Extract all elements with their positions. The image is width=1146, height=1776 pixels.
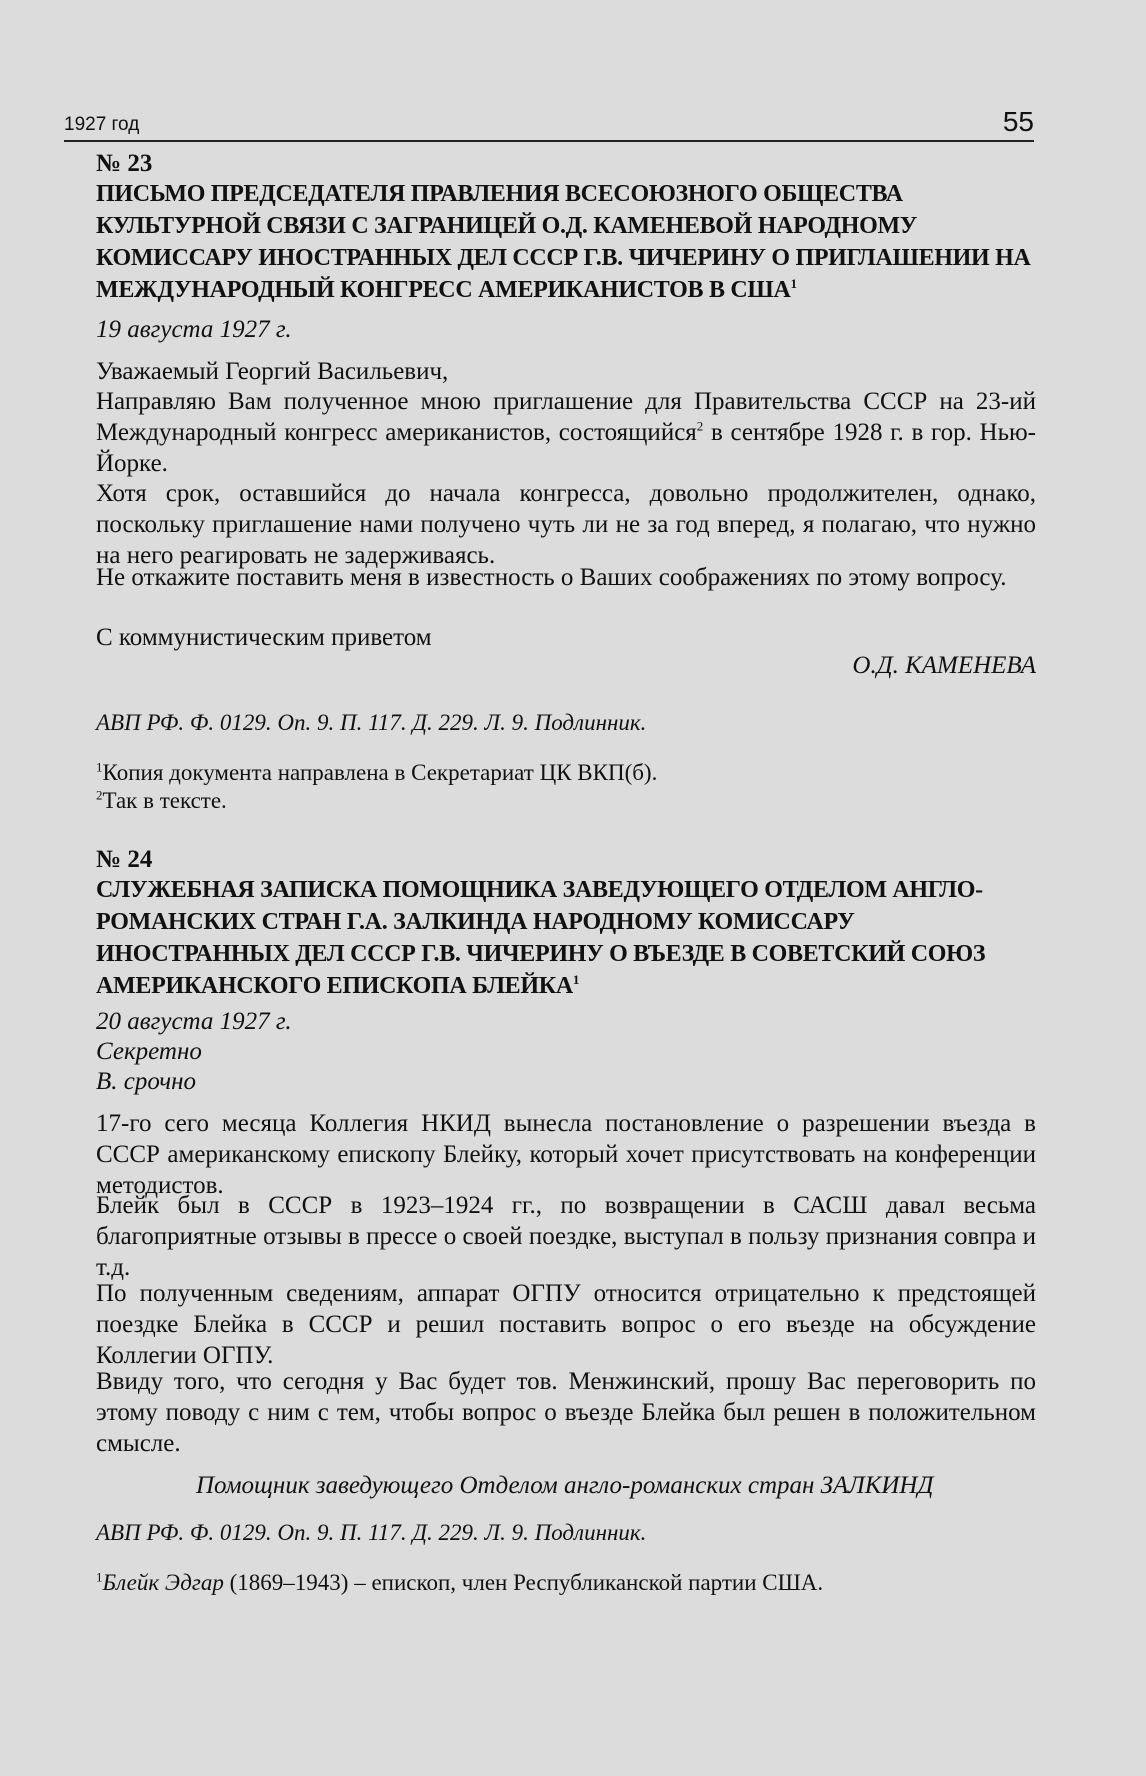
doc23-salutation: Уважаемый Георгий Васильевич, [96, 358, 449, 385]
doc23-number: № 23 [96, 150, 153, 177]
doc23-fn2-number: 2 [96, 787, 103, 803]
doc23-paragraph-1 [96, 386, 1036, 479]
doc24-secret-mark: Секретно [96, 1038, 202, 1065]
doc24-title-footnote-ref: 1 [572, 972, 580, 987]
doc23-paragraph-2: Хотя срок, оставшийся до начала конгресса, довольно продолжителен, однако, поскольку приглашение нами получено чуть ли не за год вперед, я полагаю, что нужно на него реагировать не задерживаясь. [96, 480, 1036, 569]
doc24-paragraph-2: Блейк был в СССР в 1923–1924 гг., по возвращении в САСШ давал весьма благоприятные отзывы в прессе о своей поездке, выступал в пользу признания совпра и т.д. [96, 1192, 1036, 1281]
doc24-archive-reference: АВП РФ. Ф. 0129. Оп. 9. П. 117. Д. 229. Л. 9. Подлинник. [96, 1520, 647, 1545]
doc24-paragraph-1: 17-го сего месяца Коллегия НКИД вынесла постановление о разрешении въезда в СССР американскому епископу Блейку, который хочет присутствовать на конференции методистов. [96, 1110, 1036, 1199]
doc23-archive-reference: АВП РФ. Ф. 0129. Оп. 9. П. 117. Д. 229. Л. 9. Подлинник. [96, 710, 647, 735]
doc23-p1-footnote-ref: 2 [696, 418, 704, 434]
doc24-fn1-name: Блейк Эдгар [102, 1570, 224, 1595]
doc24-title-text: СЛУЖЕБНАЯ ЗАПИСКА ПОМОЩНИКА ЗАВЕДУЮЩЕГО ОТДЕЛОМ АНГЛО-РОМАНСКИХ СТРАН Г.А. ЗАЛКИНДА НАРОДНОМУ КОМИССАРУ ИНОСТРАННЫХ ДЕЛ СССР Г.В. ЧИЧЕРИНУ О ВЪЕЗДЕ В СОВЕТСКИЙ СОЮЗ АМЕРИКАНСКОГО ЕПИСКОПА БЛЕЙКА [96, 877, 986, 999]
doc24-date: 20 августа 1927 г. [96, 1008, 292, 1035]
doc23-title-text: ПИСЬМО ПРЕДСЕДАТЕЛЯ ПРАВЛЕНИЯ ВСЕСОЮЗНОГО ОБЩЕСТВА КУЛЬТУРНОЙ СВЯЗИ С ЗАГРАНИЦЕЙ О.Д. КАМЕНЕВОЙ НАРОДНОМУ КОМИССАРУ ИНОСТРАННЫХ ДЕЛ СССР Г.В. ЧИЧЕРИНУ О ПРИГЛАШЕНИИ НА МЕЖДУНАРОДНЫЙ КОНГРЕСС АМЕРИКАНИСТОВ В США [96, 181, 1031, 303]
doc23-footnote-2 [96, 788, 227, 814]
doc23-footnote-1 [96, 760, 657, 786]
doc23-fn1-text: Копия документа направлена в Секретариат ЦК ВКП(б). [102, 760, 658, 785]
doc23-paragraph-3: Не откажите поставить меня в известность о Ваших соображениях по этому вопросу. [96, 564, 1007, 591]
page-number: 55 [1002, 106, 1034, 137]
doc24-title [96, 874, 1036, 1002]
doc24-paragraph-3: По полученным сведениям, аппарат ОГПУ относится отрицательно к предстоящей поездке Блейка в СССР и решил поставить вопрос о его въезде на обсуждение Коллегии ОГПУ. [96, 1280, 1036, 1369]
doc23-title-footnote-ref: 1 [790, 276, 797, 291]
doc23-p1-a: Направляю Вам полученное мною приглашение для Правительства СССР на 23-ий Международный конгресс американистов, состоящийся [96, 388, 1036, 446]
doc23-fn1-number: 1 [96, 759, 103, 775]
doc24-paragraph-4: Ввиду того, что сегодня у Вас будет тов. Менжинский, прошу Вас переговорить по этому поводу с ним с тем, чтобы вопрос о въезде Блейка был решен в положительном смысле. [96, 1368, 1036, 1457]
doc23-fn2-text: Так в тексте. [102, 788, 227, 813]
header-year: 1927 год [64, 114, 140, 135]
doc24-signature: Помощник заведующего Отделом англо-романских стран ЗАЛКИНД [196, 1472, 934, 1499]
doc24-footnote-1 [96, 1570, 823, 1596]
doc24-fn1-number: 1 [96, 1569, 103, 1585]
doc24-fn1-text: (1869–1943) – епископ, член Республиканской партии США. [223, 1570, 824, 1595]
doc24-number: № 24 [96, 846, 153, 873]
doc23-date: 19 августа 1927 г. [96, 316, 292, 343]
doc23-title [96, 178, 1036, 306]
doc23-closing: С коммунистическим приветом [96, 624, 432, 651]
running-header [64, 104, 1034, 142]
doc24-urgent-mark: В. срочно [96, 1068, 197, 1095]
doc23-signature: О.Д. КАМЕНЕВА [852, 652, 1036, 679]
doc23-p1-b: в сентябре 1928 г. в гор. Нью-Йорке. [96, 419, 1037, 477]
